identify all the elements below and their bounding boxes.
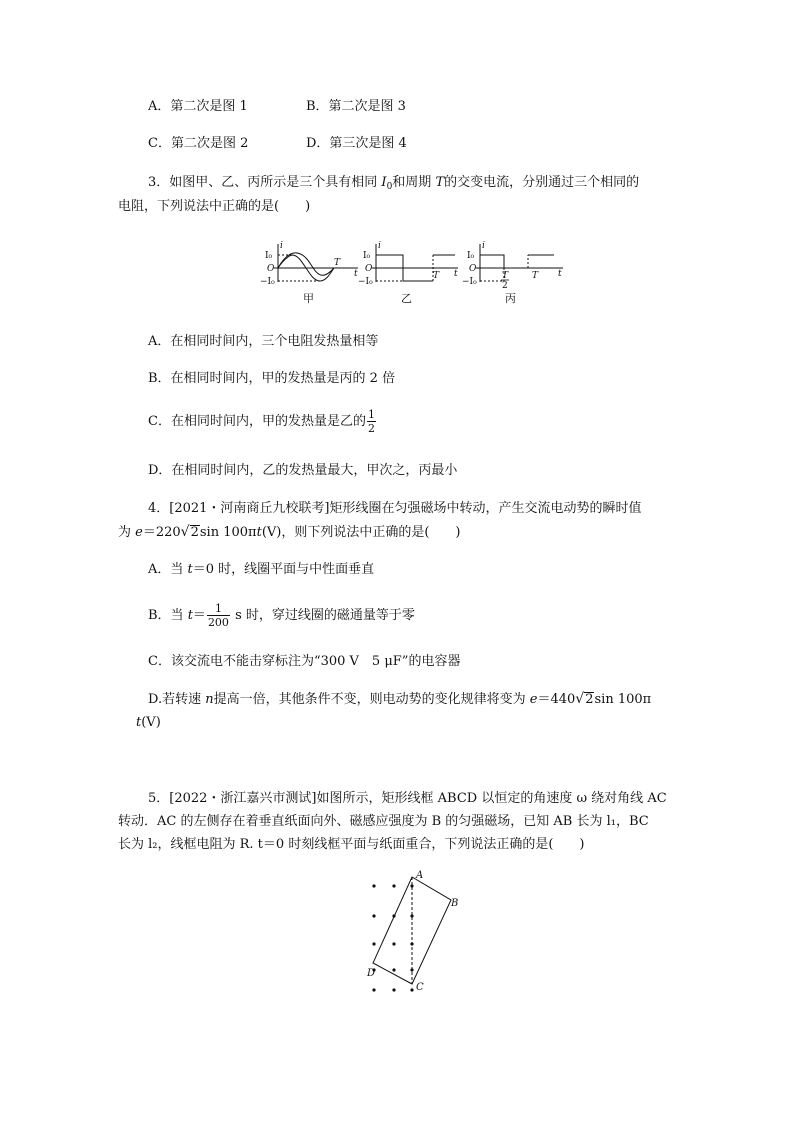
fraction: $\frac{1}{200}$: [207, 602, 229, 629]
svg-text:C: C: [416, 982, 424, 993]
sqrt-value: 2: [190, 525, 199, 540]
svg-text:O: O: [365, 264, 373, 274]
q5-stem-line2: 转动．AC 的左侧存在着垂直纸面向外、磁感应强度为 B 的匀强磁场，已知 AB 长为 l₁，BC: [118, 814, 649, 829]
svg-text:t: t: [558, 269, 562, 279]
magnetic-field-dots: [372, 884, 413, 991]
q4-option-d: D.若转速 n提高一倍，其他条件不变，则电动势的变化规律将变为 e＝440√2sin 100π: [148, 691, 652, 707]
svg-text:B: B: [451, 898, 459, 909]
fraction: $\frac{1}{2}$: [367, 408, 375, 435]
svg-text:O: O: [469, 264, 477, 274]
svg-text:D: D: [367, 968, 376, 979]
svg-text:t: t: [354, 269, 358, 279]
sqrt-value: 2: [585, 692, 594, 707]
q4-option-a: A．当 t＝0 时，线圈平面与中性面垂直: [148, 562, 375, 577]
svg-text:A: A: [416, 870, 424, 881]
q2-option-b: B．第二次是图 3: [306, 99, 406, 114]
svg-text:甲: 甲: [303, 292, 314, 305]
q5-stem-line3: 长为 l₂，线框电阻为 R. t＝0 时刻线框平面与纸面重合，下列说法正确的是( ): [118, 837, 585, 852]
q3-option-b: B．在相同时间内，甲的发热量是丙的 2 倍: [148, 371, 396, 386]
svg-text:−I₀: −I₀: [462, 277, 477, 287]
q4-stem-line2: 为 e＝220√2sin 100πt(V)，则下列说法中正确的是( ): [118, 524, 461, 540]
svg-text:丙: 丙: [505, 292, 516, 305]
svg-text:−I₀: −I₀: [358, 277, 373, 287]
q3-option-c: C．在相同时间内，甲的发热量是乙的 $\frac{1}{2}$: [148, 408, 375, 435]
svg-text:I₀: I₀: [363, 251, 371, 261]
q2-option-c: C．第二次是图 2: [148, 136, 249, 151]
q3-stem-line1: 3．如图甲、乙、丙所示是三个具有相同 $I_0$和周期 T的交变电流，分别通过三个相同的: [148, 175, 640, 192]
q4-stem-line1: 4．[2021・河南商丘九校联考]矩形线圈在匀强磁场中转动，产生交流电动势的瞬时值: [148, 501, 642, 516]
svg-text:i: i: [280, 241, 283, 251]
svg-text:乙: 乙: [401, 292, 412, 305]
svg-text:I₀: I₀: [467, 251, 475, 261]
q5-figure: [360, 866, 470, 996]
rectangular-frame: [373, 877, 451, 984]
q2-option-a: A．第二次是图 1: [148, 99, 248, 114]
svg-text:−I₀: −I₀: [260, 277, 275, 287]
q3-stem-line2: 电阻，下列说法中正确的是( ): [118, 199, 311, 214]
q3-option-d: D．在相同时间内，乙的发热量最大，甲次之，丙最小: [148, 463, 458, 478]
q5-stem-line1: 5．[2022・浙江嘉兴市测试]如图所示，矩形线框 ABCD 以恒定的角速度 ω 绕对角线 AC: [148, 791, 667, 806]
q2-option-d: D．第三次是图 4: [306, 136, 407, 151]
svg-text:2: 2: [502, 281, 508, 291]
svg-text:T: T: [334, 258, 341, 268]
svg-text:T: T: [532, 271, 539, 281]
q4-option-c: C．该交流电不能击穿标注为“300 V 5 μF”的电容器: [148, 654, 461, 669]
q4-option-b: B．当 t＝ $\frac{1}{200}$ s 时，穿过线圈的磁通量等于零: [148, 602, 415, 629]
q3-figure: [258, 238, 568, 308]
svg-text:T: T: [433, 271, 440, 281]
q4-option-d-line2: t(V): [136, 715, 161, 730]
svg-text:i: i: [482, 241, 485, 251]
svg-text:t: t: [454, 269, 458, 279]
svg-text:O: O: [267, 264, 275, 274]
svg-text:T: T: [502, 271, 509, 281]
svg-text:i: i: [378, 241, 381, 251]
svg-text:I₀: I₀: [265, 251, 273, 261]
q3-option-a: A．在相同时间内，三个电阻发热量相等: [148, 334, 379, 349]
